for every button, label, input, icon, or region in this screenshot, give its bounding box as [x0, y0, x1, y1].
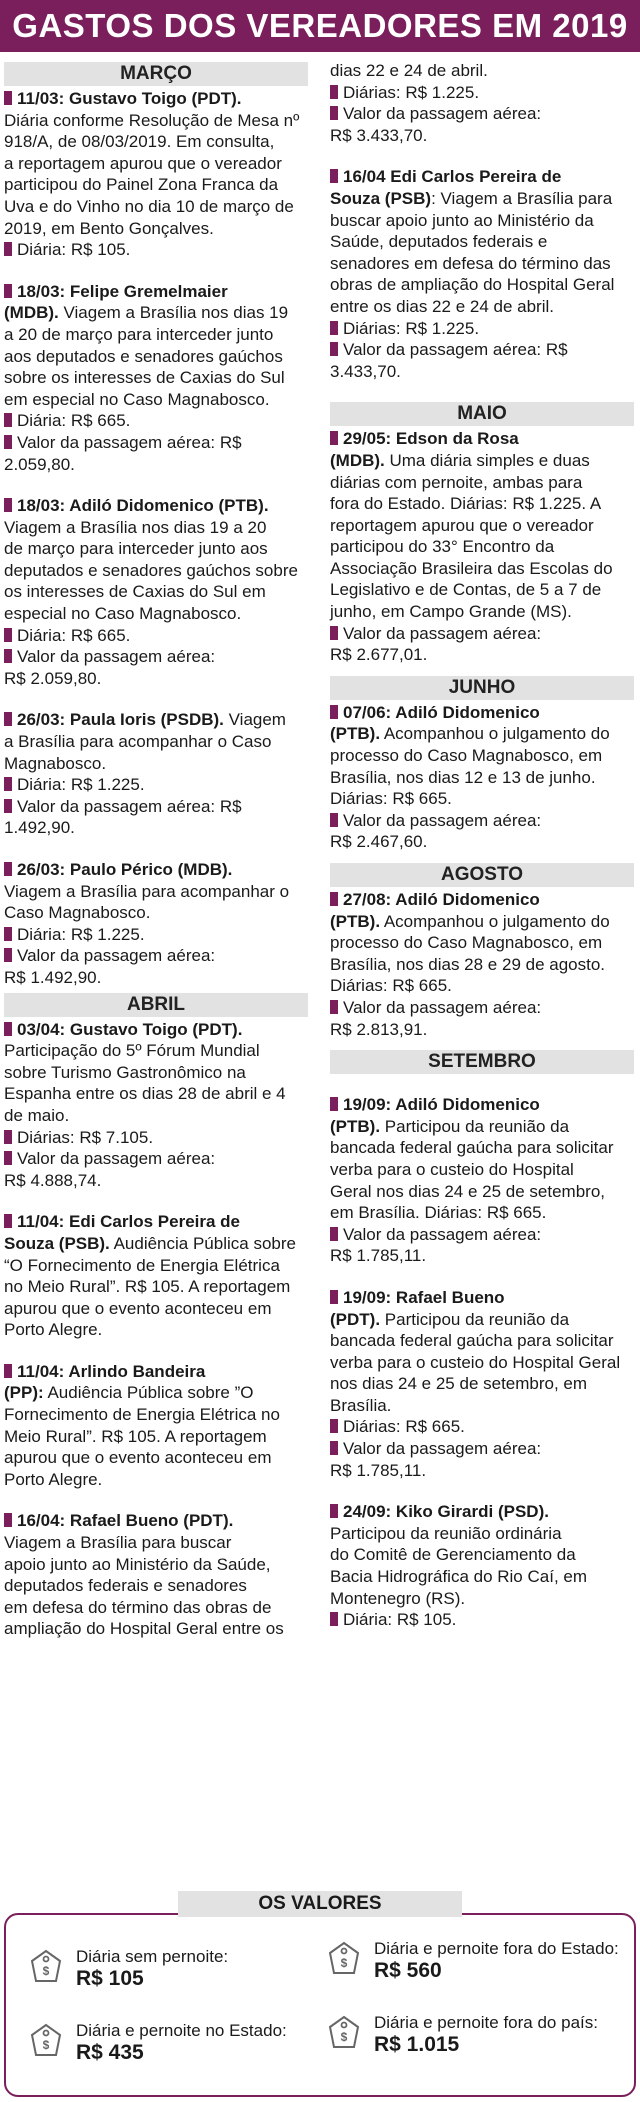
entry-passagem-value: 2.059,80.	[4, 454, 75, 474]
entry-diaria: Diária: R$ 1.225.	[17, 775, 145, 795]
bullet-icon	[4, 712, 12, 726]
valor-label: Diária e pernoite fora do país:	[374, 2013, 598, 2032]
bullet-icon	[330, 1419, 338, 1433]
bullet-icon	[330, 1504, 338, 1518]
entry-passagem: Valor da passagem aérea: R$	[343, 340, 568, 360]
entry-passagem: Valor da passagem aérea: R$	[17, 796, 242, 816]
entry-felipe-gremelmaier	[4, 281, 308, 475]
bullet-icon	[4, 1513, 12, 1527]
entry-text: Caso Magnabosco.	[4, 903, 151, 923]
entry-text: nos dias 24 e 25 de setembro, em	[330, 1374, 588, 1394]
entry-text: Diária conforme Resolução de Mesa nº	[4, 110, 300, 130]
entry-adilo-didomenico-1909	[330, 1094, 634, 1267]
entry-text: Espanha entre os dias 28 de abril e 4	[4, 1084, 286, 1104]
entry-head: (PDT).	[330, 1309, 381, 1329]
entry-text: em Brasília. Diárias: R$ 665.	[330, 1203, 547, 1223]
entry-text: Geral nos dias 24 e 25 de setembro,	[330, 1181, 605, 1201]
entry-text: do Comitê de Gerenciamento da	[330, 1545, 576, 1565]
entry-head: 29/05: Edson da Rosa	[343, 429, 519, 449]
entry-passagem: Valor da passagem aérea:	[343, 623, 542, 643]
entry-text: especial no Caso Magnabosco.	[4, 604, 242, 624]
entry-text: Saúde, deputados federais e	[330, 232, 548, 252]
entry-head: 07/06: Adiló Didomenico	[343, 702, 540, 722]
entry-text: a 20 de março para interceder junto	[4, 324, 274, 344]
entry-adilo-didomenico-1803	[4, 495, 308, 689]
bullet-icon	[330, 1097, 338, 1111]
entry-text: participou do 33° Encontro da	[330, 537, 555, 557]
bullet-icon	[4, 284, 12, 298]
entry-head: 19/09: Rafael Bueno	[343, 1287, 505, 1307]
valor-amount: R$ 105	[76, 1967, 144, 1990]
entry-passagem: Valor da passagem aérea:	[343, 104, 542, 124]
entry-text: Acompanhou o julgamento do	[380, 911, 610, 931]
entry-text: ampliação do Hospital Geral entre os	[4, 1619, 284, 1639]
entry-text: Viagem a Brasília para acompanhar o	[4, 881, 290, 901]
entry-text: Porto Alegre.	[4, 1320, 103, 1340]
left-column	[4, 62, 308, 1660]
entry-head: (MDB).	[330, 450, 385, 470]
entry-text: verba para o custeio do Hospital	[330, 1159, 574, 1179]
entry-passagem-value: R$ 1.785,11.	[330, 1246, 427, 1266]
bullet-icon	[330, 85, 338, 99]
entry-head: Souza (PSB)	[330, 188, 432, 208]
bullet-icon	[4, 777, 12, 791]
entry-text: Uva e do Vinho no dia 10 de março de	[4, 196, 294, 216]
entry-diaria: Diária: R$ 105.	[343, 1610, 457, 1630]
bullet-icon	[330, 106, 338, 120]
entry-diaria: Diária: R$ 665.	[17, 625, 131, 645]
entry-head: 16/04 Edi Carlos Pereira de	[343, 167, 562, 187]
valor-amount: R$ 560	[374, 1959, 442, 1982]
valores-title: OS VALORES	[178, 1891, 461, 1917]
entry-text: Magnabosco.	[4, 753, 107, 773]
entry-paula-ioris	[4, 709, 308, 839]
entry-text: Legislativo e de Contas, de 5 a 7 de	[330, 580, 602, 600]
entry-text: reportagem apurou que o vereador	[330, 515, 594, 535]
entry-head: 11/04: Arlindo Bandeira	[17, 1361, 206, 1381]
entry-head: (PTB).	[330, 724, 381, 744]
entry-diaria: Diárias: R$ 665.	[343, 1417, 465, 1437]
entry-text: os interesses de Caxias do Sul em	[4, 582, 266, 602]
entry-text: no Meio Rural”. R$ 105. A reportagem	[4, 1277, 291, 1297]
entry-passagem-value: R$ 2.813,91.	[330, 1019, 428, 1039]
entry-text: Brasília.	[330, 1395, 392, 1415]
entry-text: processo do Caso Magnabosco, em	[330, 746, 603, 766]
bullet-icon	[330, 1000, 338, 1014]
entry-head: 11/04: Edi Carlos Pereira de	[17, 1212, 241, 1232]
entry-text: Audiência Pública sobre ”O	[43, 1383, 254, 1403]
entry-head: (PTB).	[330, 911, 381, 931]
bullet-icon	[330, 626, 338, 640]
entry-passagem-value: R$ 1.785,11.	[330, 1460, 427, 1480]
money-tag-icon	[26, 2021, 64, 2059]
valor-amount: R$ 435	[76, 2041, 144, 2064]
entry-text: fora do Estado. Diárias: R$ 1.225. A	[330, 494, 602, 514]
entry-adilo-didomenico-0706	[330, 702, 634, 853]
entry-passagem-value: R$ 3.433,70.	[330, 125, 428, 145]
entry-text: Associação Brasileira das Escolas do	[330, 558, 613, 578]
entry-text: Acompanhou o julgamento do	[380, 724, 610, 744]
bullet-icon	[4, 628, 12, 642]
entry-text: bancada federal gaúcha para solicitar	[330, 1138, 614, 1158]
entry-text: Montenegro (RS).	[330, 1588, 466, 1608]
entry-text: Meio Rural”. R$ 105. A reportagem	[4, 1426, 267, 1446]
bullet-icon	[4, 1022, 12, 1036]
entry-diaria: Diária: R$ 1.225.	[17, 924, 145, 944]
entry-text: bancada federal gaúcha para solicitar	[330, 1331, 614, 1351]
bullet-icon	[4, 948, 12, 962]
bullet-icon	[330, 813, 338, 827]
entry-head: 19/09: Adiló Didomenico	[343, 1095, 540, 1115]
bullet-icon	[330, 321, 338, 335]
entry-text: participou do Painel Zona Franca da	[4, 175, 279, 195]
entry-text: Bacia Hidrográfica do Rio Caí, em	[330, 1567, 588, 1587]
entry-passagem: Valor da passagem aérea:	[17, 647, 216, 667]
right-column	[330, 60, 634, 1651]
entry-text: obras de ampliação do Hospital Geral	[330, 275, 615, 295]
entry-text: de maio.	[4, 1105, 70, 1125]
money-tag-icon	[324, 2013, 362, 2051]
entry-head: 03/04: Gustavo Toigo (PDT).	[17, 1019, 243, 1039]
month-header-agosto: AGOSTO	[330, 863, 634, 887]
entry-text: sobre Turismo Gastronômico na	[4, 1062, 246, 1082]
entry-diaria: Diárias: R$ 7.105.	[17, 1127, 154, 1147]
entry-head: Souza (PSB).	[4, 1233, 110, 1253]
entry-passagem: Valor da passagem aérea:	[343, 997, 542, 1017]
svg-text:$: $	[42, 2038, 50, 2052]
bullet-icon	[4, 413, 12, 427]
entry-text: Audiência Pública sobre	[109, 1233, 296, 1253]
entry-head: 16/04: Rafael Bueno (PDT).	[17, 1511, 234, 1531]
bullet-icon	[330, 1441, 338, 1455]
entry-text: em especial no Caso Magnabosco.	[4, 389, 270, 409]
entry-text: processo do Caso Magnabosco, em	[330, 933, 603, 953]
entry-edi-carlos-1604	[330, 166, 634, 382]
entry-head: 18/03: Felipe Gremelmaier	[17, 281, 228, 301]
bullet-icon	[4, 242, 12, 256]
entry-diaria: Diária: R$ 665.	[17, 411, 131, 431]
bullet-icon	[4, 799, 12, 813]
entry-text: aos deputados e senadores gaúchos	[4, 346, 283, 366]
bullet-icon	[4, 927, 12, 941]
entry-head: 26/03: Paula Ioris (PSDB).	[17, 710, 224, 730]
entry-text: deputados e senadores gaúchos sobre	[4, 560, 298, 580]
entry-text: Participação do 5º Fórum Mundial	[4, 1041, 260, 1061]
entry-passagem-value: R$ 4.888,74.	[4, 1170, 102, 1190]
bullet-icon	[330, 892, 338, 906]
money-tag-icon	[26, 1947, 64, 1985]
svg-text:$: $	[42, 1964, 50, 1978]
entry-text: verba para o custeio do Hospital Geral	[330, 1352, 621, 1372]
entry-paulo-perico	[4, 859, 308, 989]
entry-edson-da-rosa	[330, 428, 634, 666]
entry-rafael-bueno-1909	[330, 1287, 634, 1481]
entry-passagem: Valor da passagem aérea:	[17, 946, 216, 966]
entry-adilo-didomenico-2708	[330, 889, 634, 1040]
entry-text: a Brasília para acompanhar o Caso	[4, 732, 272, 752]
money-tag-icon	[324, 1939, 362, 1977]
entry-text: “O Fornecimento de Energia Elétrica	[4, 1255, 280, 1275]
entry-text: Brasília, nos dias 28 e 29 de agosto.	[330, 954, 606, 974]
entry-kiko-girardi	[330, 1501, 634, 1631]
entry-rafael-bueno-1604-cont	[330, 60, 634, 146]
bullet-icon	[330, 705, 338, 719]
entry-rafael-bueno-1604	[4, 1510, 308, 1640]
entry-passagem: Valor da passagem aérea:	[343, 1439, 542, 1459]
month-header-junho: JUNHO	[330, 676, 634, 700]
valor-label: Diária sem pernoite:	[76, 1947, 229, 1966]
entry-head: (PP):	[4, 1383, 44, 1403]
bullet-icon	[330, 342, 338, 356]
entry-text: Viagem	[223, 710, 286, 730]
entry-text: em defesa do término das obras de	[4, 1597, 272, 1617]
bullet-icon	[4, 1151, 12, 1165]
bullet-icon	[4, 862, 12, 876]
entry-text: 918/A, de 08/03/2019. Em consulta,	[4, 132, 275, 152]
entry-diaria: Diárias: R$ 1.225.	[343, 82, 480, 102]
entry-gustavo-toigo-0304	[4, 1019, 308, 1192]
entry-text: entre os dias 22 e 24 de abril.	[330, 296, 554, 316]
bullet-icon	[4, 649, 12, 663]
entry-text: deputados federais e senadores	[4, 1576, 247, 1596]
bullet-icon	[4, 435, 12, 449]
entry-text: Viagem a Brasília nos dias 19 a 20	[4, 517, 267, 537]
entry-head: 26/03: Paulo Périco (MDB).	[17, 860, 233, 879]
entry-text: Viagem a Brasília nos dias 19	[58, 303, 289, 323]
entry-text: Uma diária simples e duas	[384, 450, 590, 470]
entry-head: (MDB).	[4, 303, 59, 323]
valores-panel	[4, 1891, 636, 2097]
entry-head: 27/08: Adiló Didomenico	[343, 890, 540, 909]
entry-diaria: Diária: R$ 105.	[17, 240, 131, 260]
bullet-icon	[4, 1130, 12, 1144]
valor-label: Diária e pernoite fora do Estado:	[374, 1939, 619, 1958]
entry-text: apoio junto ao Ministério da Saúde,	[4, 1554, 271, 1574]
entry-passagem-value: 1.492,90.	[4, 818, 75, 838]
bullet-icon	[4, 1364, 12, 1378]
entry-passagem-value: R$ 1.492,90.	[4, 967, 102, 987]
entry-text: sobre os interesses de Caxias do Sul	[4, 368, 285, 388]
bullet-icon	[4, 91, 12, 105]
entry-text: apurou que o evento aconteceu em	[4, 1298, 272, 1318]
entry-text: junho, em Campo Grande (MS).	[330, 602, 572, 622]
svg-text:$: $	[340, 2030, 348, 2044]
entry-text: diárias com pernoite, ambas para	[330, 472, 583, 492]
bullet-icon	[330, 1227, 338, 1241]
entry-text: apurou que o evento aconteceu em	[4, 1448, 272, 1468]
entry-text: Brasília, nos dias 12 e 13 de junho.	[330, 767, 596, 787]
entry-head: 18/03: Adiló Didomenico (PTB).	[17, 496, 269, 516]
entry-head: (PTB).	[330, 1116, 381, 1136]
month-header-marco: MARÇO	[4, 62, 308, 86]
page-title: GASTOS DOS VEREADORES EM 2019	[0, 0, 640, 52]
valor-label: Diária e pernoite no Estado:	[76, 2021, 287, 2040]
valores-header	[4, 1891, 636, 1917]
entry-text: buscar apoio junto ao Ministério da	[330, 210, 594, 230]
entry-passagem-value: 3.433,70.	[330, 361, 401, 381]
entry-text: Porto Alegre.	[4, 1469, 103, 1489]
bullet-icon	[330, 431, 338, 445]
entry-text: Diárias: R$ 665.	[330, 976, 452, 996]
entry-text: Participou da reunião da	[380, 1309, 570, 1329]
entry-text: de março para interceder junto aos	[4, 539, 268, 559]
entry-text: dias 22 e 24 de abril.	[330, 61, 488, 80]
month-header-setembro: SETEMBRO	[330, 1050, 634, 1074]
entry-text: Viagem a Brasília para buscar	[4, 1533, 232, 1553]
valor-amount: R$ 1.015	[374, 2033, 460, 2056]
entry-text: Fornecimento de Energia Elétrica no	[4, 1405, 280, 1425]
svg-text:$: $	[340, 1956, 348, 1970]
bullet-icon	[4, 498, 12, 512]
entry-diaria: Diárias: R$ 1.225.	[343, 318, 480, 338]
entry-passagem: Valor da passagem aérea:	[343, 1224, 542, 1244]
entry-head: 11/03: Gustavo Toigo (PDT).	[17, 89, 242, 108]
entry-gustavo-toigo-1103	[4, 88, 308, 261]
month-header-abril: ABRIL	[4, 993, 308, 1017]
bullet-icon	[4, 1214, 12, 1228]
entry-passagem-value: R$ 2.059,80.	[4, 668, 102, 688]
entry-text: : Viagem a Brasília para	[431, 188, 613, 208]
entry-text: Participou da reunião da	[380, 1116, 570, 1136]
month-header-maio: MAIO	[330, 402, 634, 426]
entry-passagem: Valor da passagem aérea: R$	[17, 432, 242, 452]
bullet-icon	[330, 1290, 338, 1304]
entry-head: 24/09: Kiko Girardi (PSD).	[343, 1502, 549, 1522]
entry-text: Participou da reunião ordinária	[330, 1523, 562, 1543]
entry-arlindo-bandeira	[4, 1361, 308, 1491]
bullet-icon	[330, 169, 338, 183]
entry-text: senadores em defesa do término das	[330, 253, 611, 273]
entry-passagem-value: R$ 2.467,60.	[330, 832, 428, 852]
entry-passagem: Valor da passagem aérea:	[17, 1149, 216, 1169]
entry-text: Diárias: R$ 665.	[330, 789, 452, 809]
bullet-icon	[330, 1612, 338, 1626]
entry-passagem-value: R$ 2.677,01.	[330, 645, 428, 665]
entry-passagem: Valor da passagem aérea:	[343, 810, 542, 830]
entry-edi-carlos-1104	[4, 1211, 308, 1341]
entry-text: a reportagem apurou que o vereador	[4, 153, 282, 173]
entry-text: 2019, em Bento Gonçalves.	[4, 218, 214, 238]
